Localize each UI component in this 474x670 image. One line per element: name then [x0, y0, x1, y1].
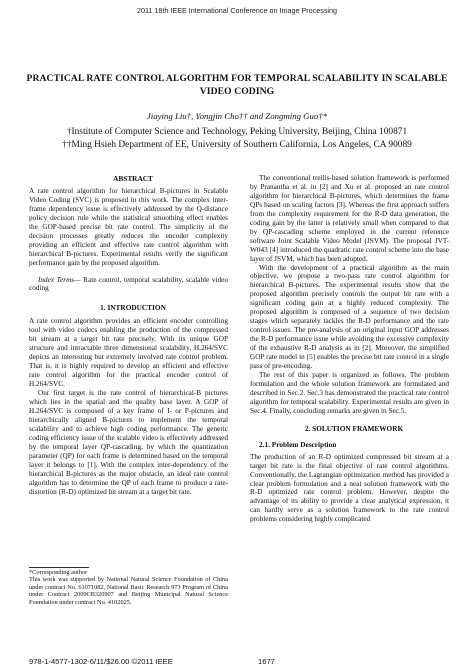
index-terms-label: Index Terms—: [38, 275, 81, 284]
index-terms-text: Rate control, temporal scalability, scalable video coding: [29, 275, 229, 293]
right-paragraph-3: The rest of this paper is organized as follows. The problem formulation and the whole solution framework are formulated and described in Sec.2. Sec.3 has demonstrated the practical rate control algorithm for temporal scalability. Experimental results are given in Sec.4. Finally, concluding remarks are given in Sec.5.: [250, 370, 449, 415]
paper-title: PRACTICAL RATE CONTROL ALGORITHM FOR TEMPORAL SCALABILITY IN SCALABLE VIDEO CODING: [26, 73, 448, 97]
section2-heading: 2. SOLUTION FRAMEWORK: [304, 423, 404, 433]
right-column: [250, 174, 449, 524]
page-number: 1677: [258, 657, 275, 666]
intro-paragraph-2: Our first target is the rate control of hierarchical-B pictures which lies in the spatial and the quality base layer. A GOP of H.264/SVC is composed of a key frame of I- or P-pictures and hierarchically aligned B-pictures to implement the temporal scalability and to achieve high coding performance. The generic coding efficiency issue of the scalable video is effectively addressed by the temporal layer QP-cascading, by which the quantization parameter (QP) for each frame is determined based on the temporal layer it belongs to [1]. With the complex inter-dependency of the hierarchical B-pictures as the major obstacle, an ideal rate control algorithm has to determine the QP of each frame to produce a rate-distortion (R-D) optimized bit stream at a target bit rate.: [29, 389, 228, 496]
index-terms: [29, 276, 228, 294]
affiliation-2: ††Ming Hsieh Department of EE, University of Southern California, Los Angeles, CA 90089: [62, 140, 412, 150]
isbn-copyright: 978-1-4577-1302-6/11/$26.00 ©2011 IEEE: [29, 657, 173, 666]
footnote-funding: This work was supported by National Natural Science Foundation of China under contract No. 61071082, National Basic Research 973 Program of China under Contract 2009CB320907 and Beijing Municipal Natural Science Foundation under contract No. 4102025.: [29, 576, 228, 606]
footnote-divider: [29, 567, 89, 568]
intro-paragraph-1: A rate control algorithm provides an efficient encoder controlling tool with video codecs enabling the production of the compressed bit stream at a target bit rate precisely. With its unique GOP structure and intractable three dimensional scalability, H.264/SVC depicts an interesting but extremely involved rate control problem. That is, it is highly required to develop an efficient and effective rate control algorithm for the practical encoder control of H.264/SVC.: [29, 317, 228, 389]
conference-header: 2011 18th IEEE International Conference on Image Processing: [136, 6, 338, 15]
author-list: Jiaying Liu†, Yongjin Cho†† and Zongming Guo†*: [146, 111, 328, 121]
subsection-text: The production of an R-D optimized compressed bit stream at a target bit rate is the final objective of rate control algorithms. Conventionally, the Lagrangian optimization method has provided a clear problem formulation and a neat solution framework with the R-D optimized rate control problem. However, despite the advantage of its ability to provide a clear analytical expression, it can hardly serve as a solution framework to the rate control problems considering highly complicated: [250, 452, 449, 524]
abstract-heading: ABSTRACT: [113, 174, 153, 183]
footnotes: [29, 569, 228, 606]
left-column: [29, 175, 228, 496]
right-paragraph-1: The conventional trellis-based solution framework is performed by Pranantha et al. in [2] and Xu et al. proposed an rate control algorithm for hierarchical B-pictures, which determines the frame QPs based on scaling factors [3]. Whereas the first approach suffers from the complexity requirement for the R-D data generation, the coding gain by the latter is relatively small when compared to that by QP-cascading scheme employed in the current reference software Joint Scalable Video Model (JSVM). The proposal JVT-W043 [4] introduced the quadratic rate control scheme into the base layer of JSVM, which has been adopted.: [250, 174, 449, 263]
footnote-corresponding: *Corresponding author: [29, 569, 88, 576]
subsection-heading: 2.1. Problem Description: [259, 439, 337, 449]
affiliation-1: †Institute of Computer Science and Technology, Peking University, Beijing, China 100871: [66, 127, 408, 137]
abstract-text: A rate control algorithm for hierarchical B-pictures in Scalable Video Coding (SVC) is proposed in this work. The complex inter-frame dependency issue is effectively addressed by the Q-distance policy decision rule while the statistical smoothing effect enables the GOP-based precise bit rate control. The simplicity of the decision processes greatly reduces the encoder complexity providing an efficient and effective rate control algorithm with hierarchical B-pictures. Experimental results verify the significant performance gain by the proposed algorithm.: [29, 186, 228, 267]
right-paragraph-2: With the development of a practical algorithm as the main objective, we propose a two-pass rate control algorithm for hierarchical B-pictures. The experimental results show that the proposed algorithm precisely controls the output bit rate with a significant coding gain at a highly reduced complexity. The proposed algorithm is composed of a sequence of two decision stages which separately tackles the R-D performance and the rate control issues. The pre-analysis of an original input GOP addresses the R-D performance issue while avoiding the excessive complexity of the exhaustive R-D analysis as in [2]. Moreover, the simplified GOP rate model in [5] enables the precise bit rate control in a single pass of pre-encoding.: [250, 263, 449, 371]
introduction-heading: 1. INTRODUCTION: [100, 303, 166, 313]
